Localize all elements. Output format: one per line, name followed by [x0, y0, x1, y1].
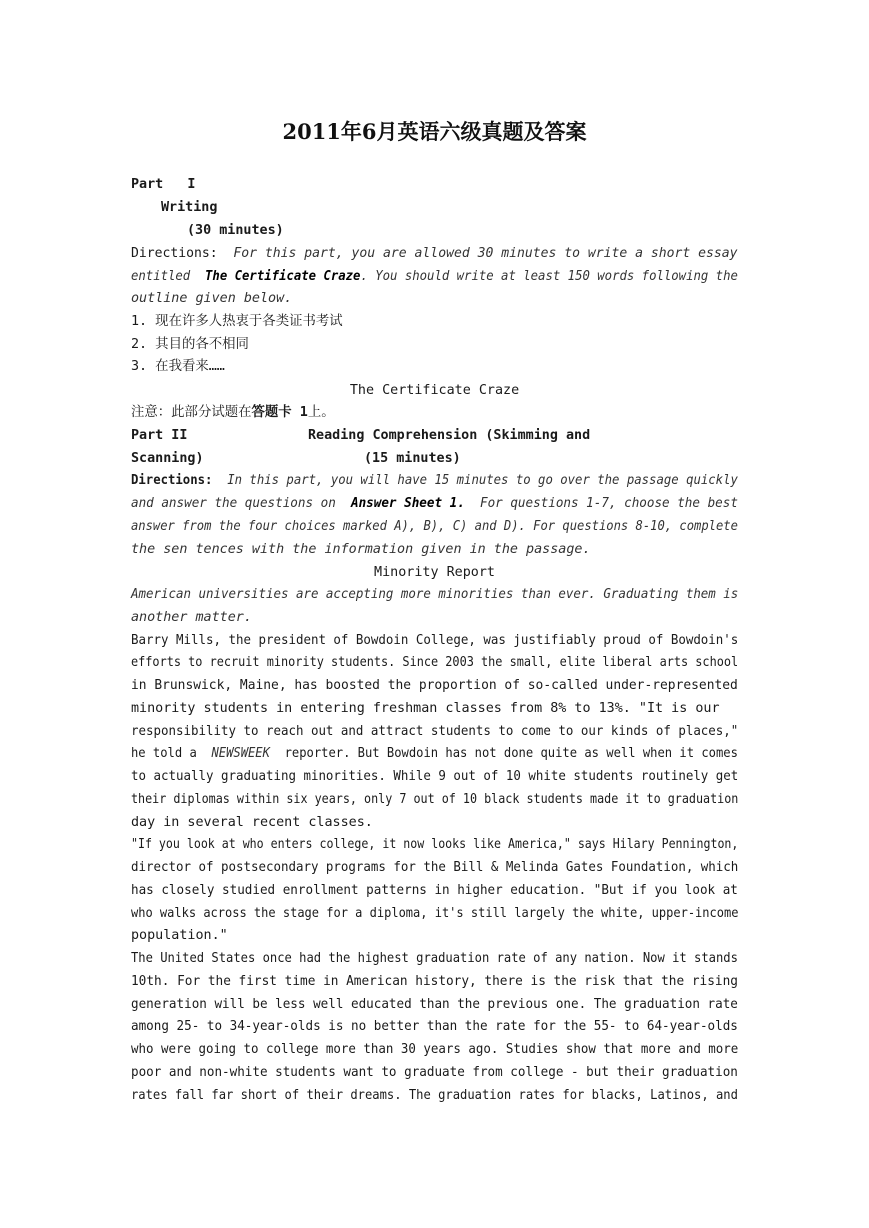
essay-title: The Certificate Craze: [349, 383, 520, 398]
note-answer-sheet: 答题卡 1: [251, 405, 308, 420]
directions-text: entitled: [131, 269, 191, 284]
part2-label: Part II: [131, 428, 188, 443]
paragraph-line: who walks across the stage for a diploma, it's still largely the white, upper-income: [131, 906, 739, 921]
part2-directions-line3: answer from the four choices marked A), B), C) and D). For questions 8-10, complete: [131, 519, 738, 534]
paragraph-line: day in several recent classes.: [131, 815, 373, 830]
paragraph-line: among 25- to 34-year-olds is no better than the rate for the 55- to 64-year-olds: [131, 1019, 738, 1034]
paragraph-line: minority students in entering freshman classes from 8% to 13%. "It is our: [131, 701, 720, 716]
essay-title-inline: The Certificate Craze: [205, 269, 361, 284]
paragraph-line: rates fall far short of their dreams. The graduation rates for blacks, Latinos, and: [131, 1088, 738, 1103]
paragraph-line: "If you look at who enters college, it now looks like America," says Hilary Pennington,: [131, 837, 739, 852]
newsweek-label: NEWSWEEK: [211, 746, 270, 761]
passage-subtitle-line1: American universities are accepting more minorities than ever. Graduating them is: [131, 587, 739, 602]
paragraph-line: their diplomas within six years, only 7 out of 10 black students made it to graduation: [131, 792, 739, 807]
paragraph-line: 10th. For the first time in American history, there is the risk that the rising: [131, 974, 738, 989]
paragraph-text: he told a: [131, 746, 197, 761]
paragraph-line: responsibility to reach out and attract students to come to our kinds of places,": [131, 724, 739, 739]
part1-section: Writing: [161, 200, 218, 215]
directions-text: . You should write at least 150 words following the: [360, 269, 738, 284]
paragraph-line: population.": [131, 928, 228, 943]
paragraph-line: poor and non-white students want to graduate from college - but their graduation: [131, 1065, 738, 1080]
outline-item-3: 3. 在我看来……: [131, 359, 225, 374]
passage-title: Minority Report: [374, 565, 495, 580]
paragraph-line: Barry Mills, the president of Bowdoin College, was justifiably proud of Bowdoin's: [131, 633, 739, 648]
page-title: 2011年6月英语六级真题及答案: [282, 119, 587, 144]
paragraph-line: generation will be less well educated than the previous one. The graduation rate: [131, 997, 738, 1012]
directions-text: For this part, you are allowed 30 minutes to write a short essay: [233, 246, 738, 261]
directions-label: Directions:: [131, 473, 213, 488]
part2-directions-line4: the sen tences with the information given in the passage.: [131, 542, 591, 557]
part1-directions-line3: outline given below.: [131, 291, 293, 306]
directions-text: and answer the questions on: [131, 496, 336, 511]
passage-subtitle-line2: another matter.: [131, 610, 252, 625]
note-text: 上。: [307, 405, 335, 420]
paragraph-line: to actually graduating minorities. While 9 out of 10 white students routinely get: [131, 769, 739, 784]
outline-item-2: 2. 其目的各不相同: [131, 337, 249, 352]
paragraph-text: reporter. But Bowdoin has not done quite as well when it comes: [284, 746, 738, 761]
answer-note: [131, 402, 335, 425]
paragraph-line: [131, 743, 738, 766]
part2-directions-line1: [131, 470, 738, 493]
directions-text: For questions 1-7, choose the best: [479, 496, 738, 511]
paragraph-line: in Brunswick, Maine, has boosted the proportion of so-called under-represented: [131, 678, 738, 693]
directions-label: Directions:: [131, 246, 218, 261]
part2-time: (15 minutes): [364, 451, 461, 466]
answer-sheet-ref: Answer Sheet 1.: [351, 496, 465, 511]
paragraph-line: who were going to college more than 30 years ago. Studies show that more and more: [131, 1042, 739, 1057]
part1-time: (30 minutes): [187, 223, 284, 238]
part1-directions-line2: [131, 266, 738, 289]
note-text: 注意：此部分试题在: [131, 405, 252, 420]
paragraph-line: efforts to recruit minority students. Since 2003 the small, elite liberal arts school: [131, 655, 739, 670]
paragraph-line: The United States once had the highest graduation rate of any nation. Now it stands: [131, 951, 738, 966]
part2-section: Reading Comprehension (Skimming and: [308, 428, 591, 443]
directions-text: In this part, you will have 15 minutes to go over the passage quickly: [227, 473, 738, 488]
paragraph-line: director of postsecondary programs for the Bill & Melinda Gates Foundation, which: [131, 860, 739, 875]
part1-label: Part I: [131, 177, 196, 192]
part2-directions-line2: [131, 493, 738, 516]
part1-directions-line1: [131, 243, 738, 266]
part2-section-cont: Scanning): [131, 451, 204, 466]
outline-item-1: 1. 现在许多人热衷于各类证书考试: [131, 314, 343, 329]
paragraph-line: has closely studied enrollment patterns in higher education. "But if you look at: [131, 883, 738, 898]
